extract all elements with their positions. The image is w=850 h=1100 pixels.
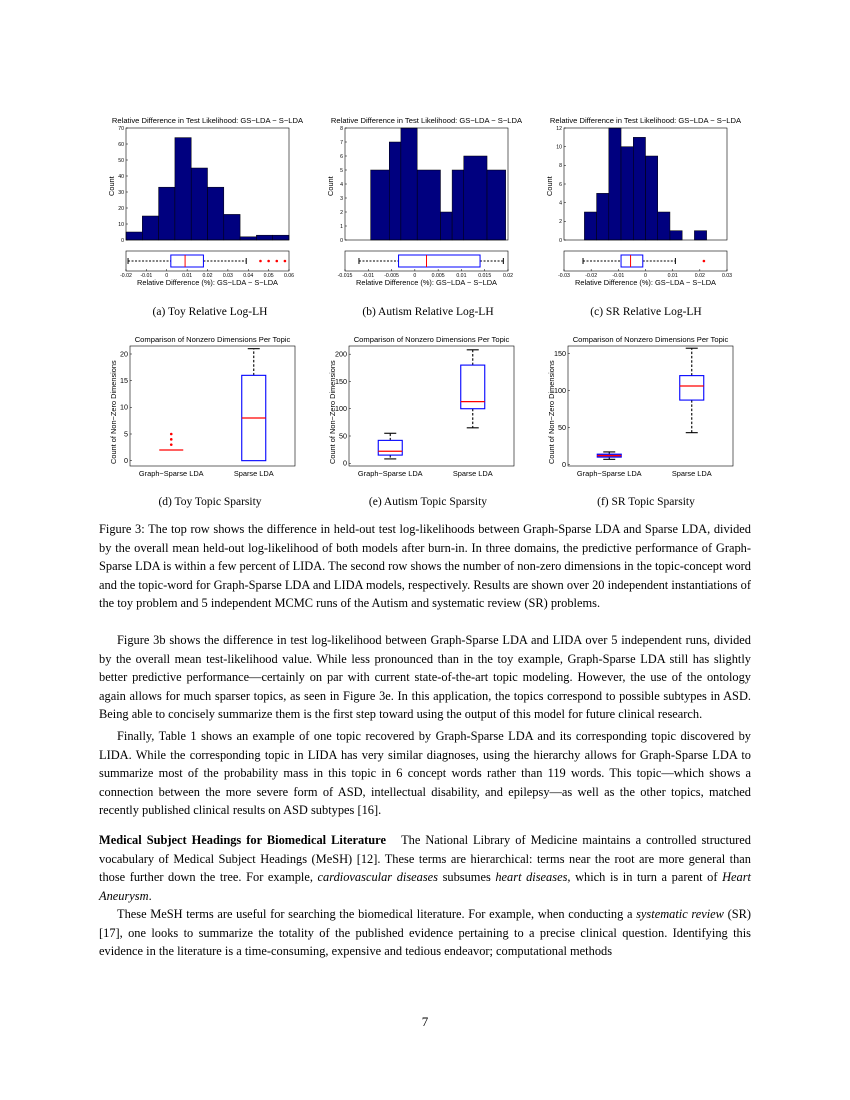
subfigure-caption: (c) SR Relative Log-LH <box>590 306 702 318</box>
y-tick-label: 50 <box>339 431 347 441</box>
histogram-bar <box>208 187 224 240</box>
y-tick-label: 60 <box>118 141 124 148</box>
y-tick-label: 30 <box>118 189 124 196</box>
outlier-point <box>170 443 173 446</box>
y-tick-label: 50 <box>558 422 566 432</box>
emphasis: heart diseases <box>495 870 568 885</box>
x-tick-label: -0.02 <box>120 273 132 279</box>
histogram-bar <box>584 212 596 240</box>
histogram-bar <box>126 232 142 240</box>
histogram-bar <box>597 193 609 240</box>
paragraph-text <box>99 831 751 905</box>
subfigure-caption: (b) Autism Relative Log-LH <box>362 306 494 318</box>
text-span: . <box>148 888 152 903</box>
subfigure-caption: (a) Toy Relative Log-LH <box>152 306 268 318</box>
y-tick-label: 5 <box>124 429 128 439</box>
y-tick-label: 8 <box>340 125 343 132</box>
x-tick-label: 0 <box>413 273 417 279</box>
x-axis-label: Relative Difference (%): GS−LDA − S−LDA <box>137 278 278 287</box>
paragraph <box>99 905 751 961</box>
axes-frame <box>568 346 733 466</box>
histogram-bar <box>224 214 240 240</box>
x-tick-label: 0.03 <box>721 273 733 279</box>
x-tick-label: 0 <box>165 273 169 279</box>
x-tick-label: 0 <box>644 273 647 279</box>
outlier-point <box>170 433 173 436</box>
figure-caption-text: Figure 3: The top row shows the difference in held-out test log-likelihoods between Graph-Sparse LDA and Sparse LDA, divided by the overall mean held-out log-likelihood of both models after burn-in. In three domains, the predictive performance of Graph-Sparse LDA is within a few percent of LIDA. The second row shows the number of non-zero dimensions in the topic-concept word and the topic-word for Graph-Sparse LDA and LIDA models, respectively. Results are shown over 20 independent instantiations of the toy problem and 5 independent MCMC runs of the Autism and systematic review (SR) problems. <box>99 522 751 611</box>
subfigure-caption: (e) Autism Topic Sparsity <box>368 496 488 508</box>
x-category-label: Sparse LDA <box>233 469 274 478</box>
boxplot-chart <box>327 333 532 483</box>
histogram-bar <box>417 170 440 240</box>
x-tick-label: 0.02 <box>694 273 705 279</box>
x-tick-label: 0.06 <box>283 273 295 279</box>
outlier-point <box>284 260 287 263</box>
x-axis-label: Relative Difference (%): GS−LDA − S−LDA <box>575 278 716 287</box>
histogram-bar <box>273 235 289 240</box>
y-tick-label: 150 <box>554 348 566 358</box>
histogram-bar <box>646 156 658 240</box>
text-span: , which is in turn a parent of <box>567 870 723 885</box>
chart-title: Relative Difference in Test Likelihood: GS−LDA − S−LDA <box>111 116 304 125</box>
emphasis: cardiovascular diseases <box>317 870 438 885</box>
section-heading: Medical Subject Headings for Biomedical Literature <box>99 833 386 847</box>
x-tick-label: -0.015 <box>337 273 353 279</box>
iqr-box <box>378 440 402 455</box>
y-tick-label: 4 <box>559 200 562 207</box>
x-tick-label: 0.01 <box>182 273 193 279</box>
y-tick-label: 0 <box>562 459 566 469</box>
y-tick-label: 10 <box>118 221 124 228</box>
paragraph-text: Figure 3b shows the difference in test log-likelihood between Graph-Sparse LDA and LIDA over 5 independent runs, divided by the overall mean test-likelihood value. While less pronounced than in the toy example, Graph-Sparse LDA still has slightly better predictive performance—certainly on par with current state-of-the-art topic modeling. However, the use of the ontology again allows for much sparser topics, as seen in Figure 3e. In this application, the topics correspond to possible subtypes in ASD. Being able to concisely summarize them is the first step toward using the output of this model for future clinical research. <box>99 633 751 722</box>
y-tick-label: 2 <box>559 219 562 226</box>
histogram-bar <box>621 147 633 240</box>
y-tick-label: 5 <box>340 167 343 174</box>
x-tick-label: 0.01 <box>667 273 678 279</box>
chart-title: Comparison of Nonzero Dimensions Per Topic <box>134 335 291 344</box>
histogram-bar <box>633 137 645 240</box>
text-span: These MeSH terms are useful for searching the biomedical literature. For example, when conducting a <box>117 907 637 921</box>
subfigure-caption: (f) SR Topic Sparsity <box>597 496 695 508</box>
axes-frame <box>130 346 295 466</box>
text-span: The National Library of Medicine maintains a controlled structured vocabulary of Medical Subject Headings (MeSH) [12]. These terms are hierarchical: terms near the root are more general than those further down the tree. For example, <box>99 833 751 885</box>
iqr-box <box>171 255 204 267</box>
figure-3b <box>327 114 532 304</box>
figure-3f <box>546 333 751 483</box>
figure-caption <box>99 520 751 613</box>
histogram-bar <box>452 170 464 240</box>
x-tick-label: 0.04 <box>243 273 254 279</box>
figure-3a <box>108 114 313 304</box>
x-tick-label: 0.005 <box>431 273 445 279</box>
histogram-bar <box>464 156 487 240</box>
emphasis: systematic review <box>636 907 724 921</box>
page-number: 7 <box>421 1014 429 1029</box>
histogram-bar <box>670 231 682 240</box>
iqr-box <box>621 255 643 267</box>
y-tick-label: 0 <box>559 237 562 244</box>
x-tick-label: -0.01 <box>362 273 375 279</box>
text-span: (SR) [17], one looks to summarize the totality of the published evidence pertaining to a precise clinical question. Identifying this evidence in the literature is a time-consuming, expensive and tedious endeavor; computational methods <box>99 907 751 959</box>
y-tick-label: 6 <box>340 153 343 160</box>
x-tick-label: 0.02 <box>502 273 514 279</box>
outlier-point <box>259 260 262 263</box>
y-tick-label: 0 <box>343 458 347 468</box>
emphasis: Heart Aneurysm <box>99 870 751 903</box>
y-tick-label: 8 <box>559 163 562 170</box>
x-tick-label: -0.02 <box>585 273 598 279</box>
x-tick-label: 0.01 <box>456 273 467 279</box>
x-tick-label: -0.01 <box>140 273 153 279</box>
x-tick-label: 0.03 <box>222 273 233 279</box>
x-tick-label: 0.02 <box>202 273 213 279</box>
y-tick-label: 100 <box>335 404 347 414</box>
x-tick-label: -0.01 <box>612 273 625 279</box>
chart-title: Relative Difference in Test Likelihood: GS−LDA − S−LDA <box>330 116 523 125</box>
histogram-bar <box>694 231 706 240</box>
y-tick-label: 7 <box>340 139 343 146</box>
boxplot-chart <box>108 333 313 483</box>
histogram-bar <box>487 170 506 240</box>
outlier-point <box>170 438 173 441</box>
y-tick-label: 15 <box>120 376 128 386</box>
histogram-bar <box>159 187 175 240</box>
y-tick-label: 20 <box>120 349 128 359</box>
x-category-label: Graph−Sparse LDA <box>357 469 423 478</box>
y-tick-label: 1 <box>340 223 343 230</box>
histogram-bar <box>609 128 621 240</box>
paragraph <box>99 631 751 724</box>
x-tick-label: 0.05 <box>263 273 274 279</box>
histogram-bar <box>401 128 417 240</box>
x-tick-label: -0.005 <box>384 273 399 279</box>
axes-frame <box>349 346 514 466</box>
y-tick-label: 100 <box>554 385 566 395</box>
y-tick-label: 40 <box>118 173 124 180</box>
y-axis-label: Count <box>326 176 335 196</box>
paragraph-text <box>99 905 751 961</box>
y-tick-label: 20 <box>118 205 124 212</box>
y-axis-label: Count <box>545 176 554 196</box>
x-category-label: Sparse LDA <box>452 469 493 478</box>
outlier-point <box>275 260 278 263</box>
figure-3e <box>327 333 532 483</box>
outlier-point <box>703 260 706 263</box>
chart-title: Comparison of Nonzero Dimensions Per Topic <box>353 335 510 344</box>
histogram-bar <box>371 170 390 240</box>
histogram-bar <box>440 212 452 240</box>
y-tick-label: 0 <box>124 456 128 466</box>
y-tick-label: 2 <box>340 209 343 216</box>
chart-title: Relative Difference in Test Likelihood: GS−LDA − S−LDA <box>549 116 742 125</box>
x-tick-label: -0.03 <box>558 273 570 279</box>
y-tick-label: 0 <box>121 237 124 244</box>
y-tick-label: 0 <box>340 237 343 244</box>
y-tick-label: 10 <box>556 144 562 151</box>
y-axis-label: Count <box>107 176 116 196</box>
x-category-label: Graph−Sparse LDA <box>576 469 642 478</box>
paragraph-text: Finally, Table 1 shows an example of one topic recovered by Graph-Sparse LDA and its corresponding topic discovered by LIDA. While the corresponding topic in LIDA has very similar diagnoses, using the hierarchy allows for Graph-Sparse LDA to summarize most of the probability mass in this topic in 6 concept words rather than 119 words. This topic—which shows a connection between the more severe form of ASD, intellectual disability, and epilepsy—as well as the other topics, matched recently published clinical results on ASD subtypes [16]. <box>99 729 751 818</box>
text-span: subsumes <box>438 870 496 885</box>
histogram-bar <box>256 235 272 240</box>
histogram-bar <box>142 216 158 240</box>
figure-3d <box>108 333 313 483</box>
y-axis-label: Count of Non−Zero Dimensions <box>328 360 337 464</box>
y-tick-label: 50 <box>118 157 124 164</box>
y-axis-label: Count of Non−Zero Dimensions <box>109 360 118 464</box>
x-axis-label: Relative Difference (%): GS−LDA − S−LDA <box>356 278 497 287</box>
y-tick-label: 4 <box>340 181 343 188</box>
y-axis-label: Count of Non−Zero Dimensions <box>547 360 556 464</box>
subfigure-caption: (d) Toy Topic Sparsity <box>158 496 262 508</box>
chart-title: Comparison of Nonzero Dimensions Per Topic <box>572 335 729 344</box>
x-category-label: Graph−Sparse LDA <box>138 469 204 478</box>
histogram-chart <box>108 114 313 304</box>
y-tick-label: 10 <box>120 402 128 412</box>
histogram-bar <box>389 142 401 240</box>
y-tick-label: 70 <box>118 125 124 132</box>
histogram-bar <box>658 212 670 240</box>
y-tick-label: 6 <box>559 181 562 188</box>
histogram-bar <box>191 168 207 240</box>
iqr-box <box>680 376 704 400</box>
x-tick-label: 0.015 <box>478 273 492 279</box>
histogram-bar <box>240 237 256 240</box>
y-tick-label: 12 <box>556 125 562 132</box>
outlier-point <box>267 260 270 263</box>
boxplot-chart <box>546 333 751 483</box>
histogram-chart <box>546 114 751 304</box>
histogram-bar <box>175 138 191 240</box>
paragraph <box>99 727 751 820</box>
y-tick-label: 3 <box>340 195 343 202</box>
y-tick-label: 150 <box>335 376 347 386</box>
figure-3c <box>546 114 751 304</box>
x-category-label: Sparse LDA <box>671 469 712 478</box>
histogram-chart <box>327 114 532 304</box>
section-mesh <box>99 831 751 905</box>
y-tick-label: 200 <box>335 349 347 359</box>
iqr-box <box>399 255 481 267</box>
